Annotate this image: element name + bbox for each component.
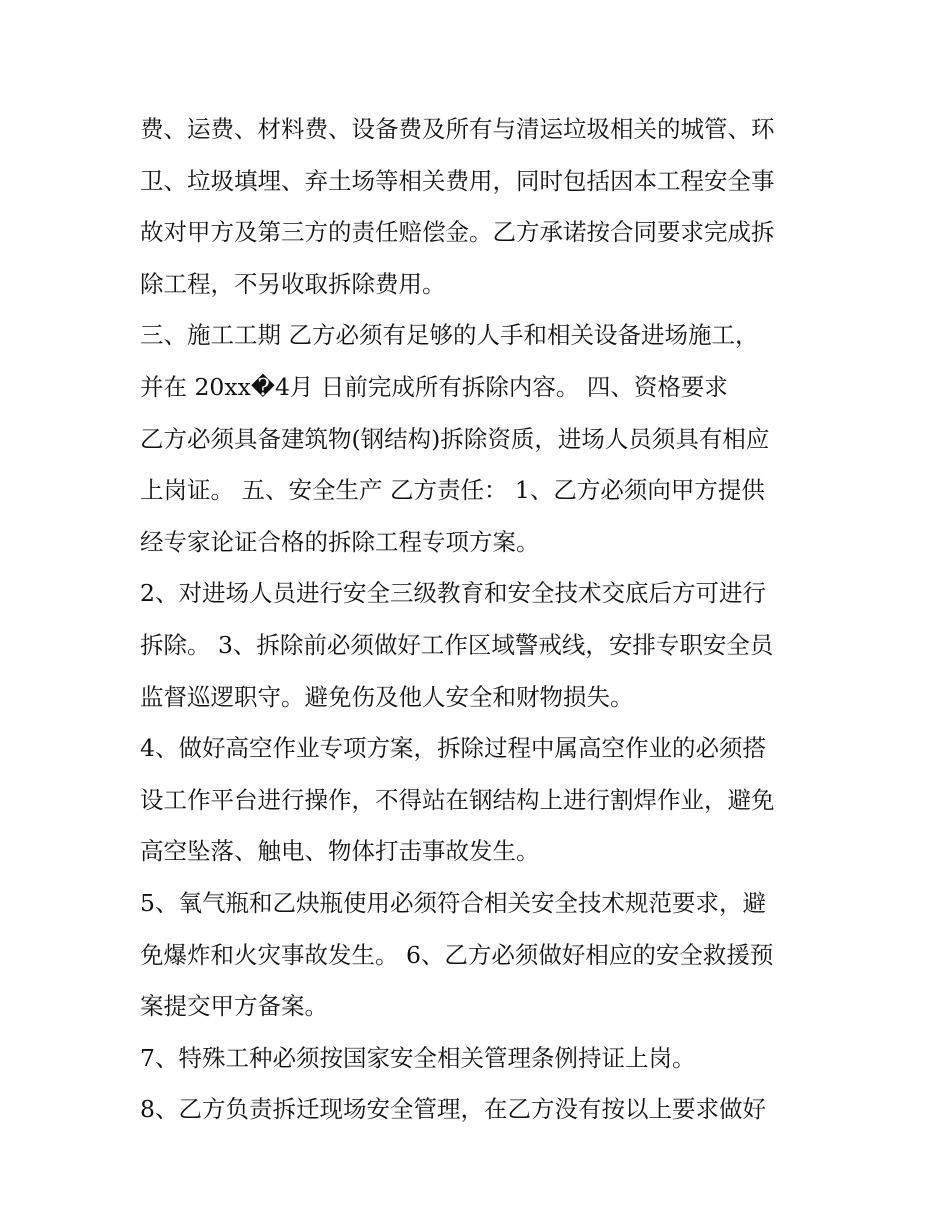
text-line: 5、氧气瓶和乙炔瓶使用必须符合相关安全技术规范要求，避 xyxy=(140,888,766,917)
text-line: 8、乙方负责拆迁现场安全管理，在乙方没有按以上要求做好 xyxy=(140,1095,766,1124)
text-line: 设工作平台进行操作，不得站在钢结构上进行割焊作业，避免 xyxy=(140,785,775,814)
text-line: 免爆炸和火灾事故发生。 6、乙方必须做好相应的安全救援预 xyxy=(140,940,774,969)
text-line: 4、做好高空作业专项方案，拆除过程中属高空作业的必须搭 xyxy=(140,734,766,763)
text-line: 监督巡逻职守。避免伤及他人安全和财物损失。 xyxy=(140,682,634,711)
text-line: 故对甲方及第三方的责任赔偿金。乙方承诺按合同要求完成拆 xyxy=(140,218,775,247)
text-line: 乙方必须具备建筑物(钢结构)拆除资质，进场人员须具有相应 xyxy=(140,424,770,453)
text-line: 除工程，不另收取拆除费用。 xyxy=(140,269,446,298)
text-line: 费、运费、材料费、设备费及所有与清运垃圾相关的城管、环 xyxy=(140,115,775,143)
text-line: 案提交甲方备案。 xyxy=(140,992,328,1021)
text-line: 经专家论证合格的拆除工程专项方案。 xyxy=(140,527,540,556)
text-line: 高空坠落、触电、物体打击事故发生。 xyxy=(140,837,540,866)
document-body xyxy=(140,104,820,1136)
text-line: 7、特殊工种必须按国家安全相关管理条例持证上岗。 xyxy=(140,1043,696,1072)
text-line: 三、施工工期 乙方必须有足够的人手和相关设备进场施工， xyxy=(140,321,759,350)
text-line: 2、对进场人员进行安全三级教育和安全技术交底后方可进行 xyxy=(140,579,766,608)
text-line: 上岗证。 五、安全生产 乙方责任： 1、乙方必须向甲方提供 xyxy=(140,476,765,505)
text-line: 卫、垃圾填埋、弃土场等相关费用，同时包括因本工程安全事 xyxy=(140,166,775,195)
text-line: 拆除。 3、拆除前必须做好工作区域警戒线，安排专职安全员 xyxy=(140,630,774,659)
text-line: 并在 20xx�4月 日前完成所有拆除内容。 四、资格要求 xyxy=(140,372,728,401)
